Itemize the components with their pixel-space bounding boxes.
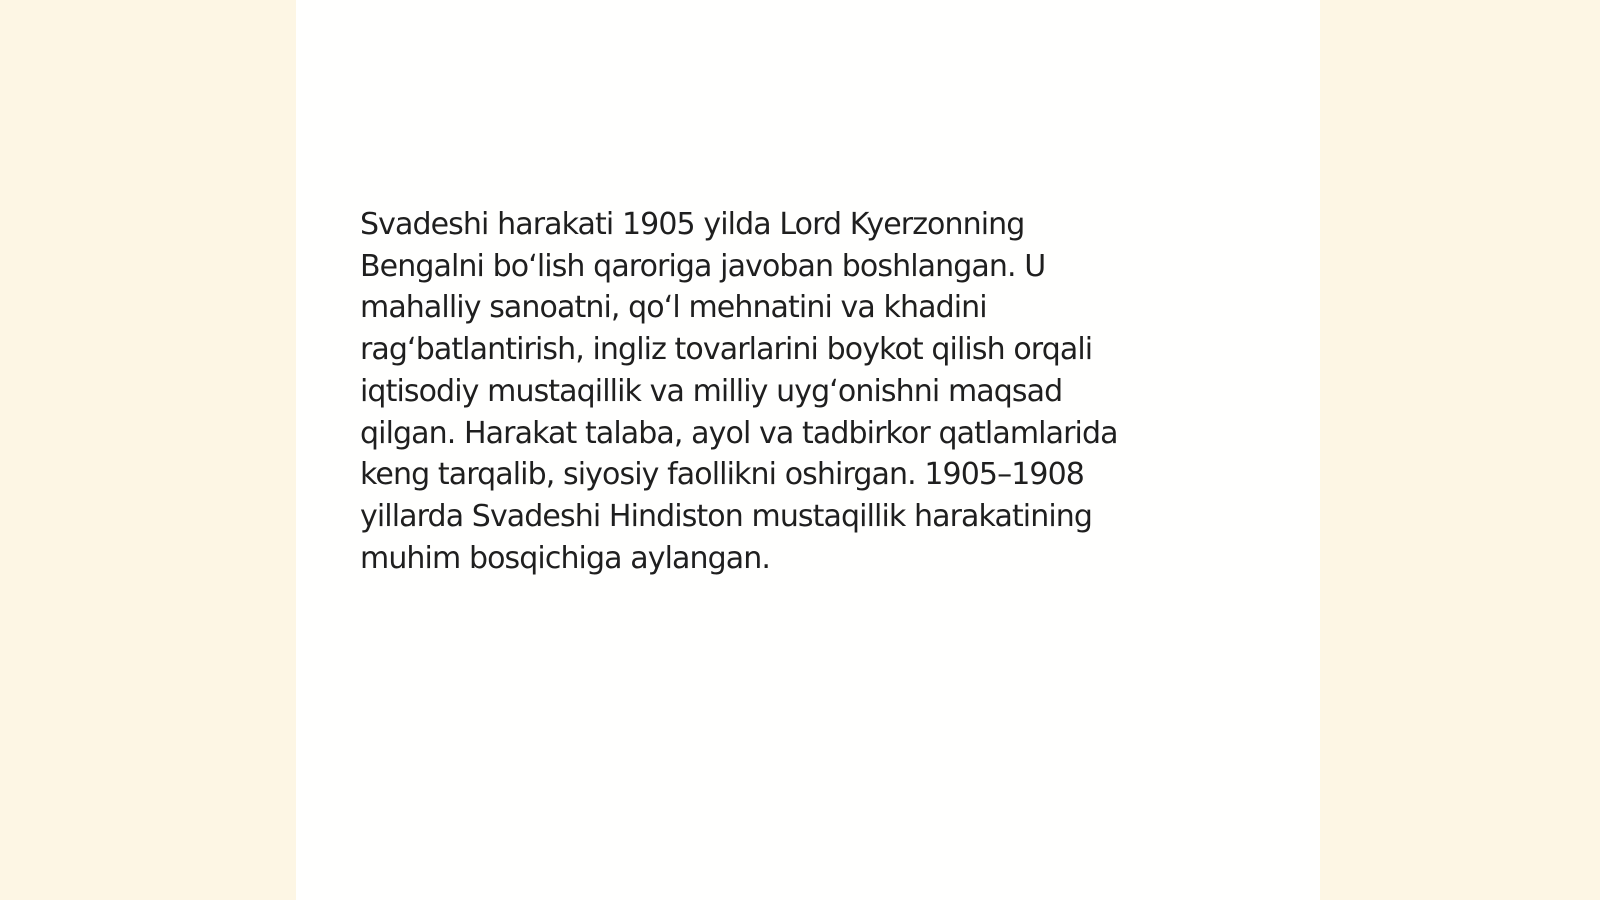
paragraph-line: Bengalni boʻlish qaroriga javoban boshlangan. U (360, 248, 1046, 284)
body-paragraph (360, 204, 1240, 579)
paragraph-line: iqtisodiy mustaqillik va milliy uygʻonishni maqsad (360, 373, 1063, 409)
paragraph-line: Svadeshi harakati 1905 yilda Lord Kyerzonning (360, 207, 1025, 242)
paragraph-line: qilgan. Harakat talaba, ayol va tadbirkor qatlamlarida (360, 415, 1118, 451)
document-page (296, 0, 1320, 900)
paragraph-line: yillarda Svadeshi Hindiston mustaqillik harakatining (360, 498, 1093, 534)
paragraph-line: muhim bosqichiga aylangan. (360, 540, 771, 576)
paragraph-line: ragʻbatlantirish, ingliz tovarlarini boykot qilish orqali (360, 332, 1093, 368)
paragraph-line: keng tarqalib, siyosiy faollikni oshirgan. 1905–1908 (360, 457, 1084, 493)
paragraph-line: mahalliy sanoatni, qoʻl mehnatini va khadini (360, 290, 987, 326)
